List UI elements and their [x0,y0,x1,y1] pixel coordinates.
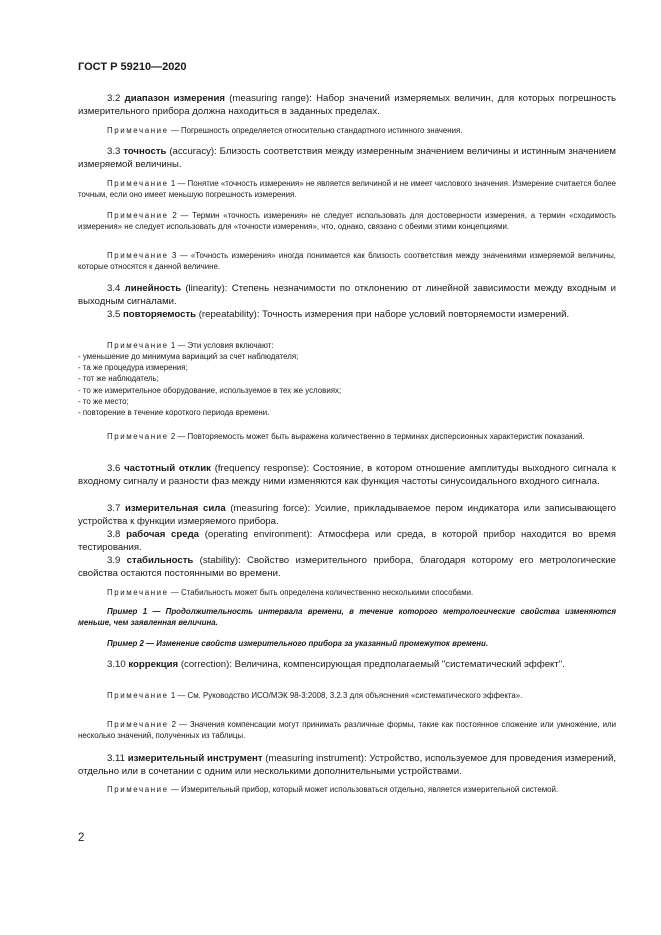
list-item: - тот же наблюдатель; [78,374,159,384]
document-header: ГОСТ Р 59210—2020 [78,61,187,73]
term-entry-correction: 3.10 коррекция (correction): Величина, компенсирующая предполагаемый "систематический эффект". [107,659,565,670]
note-accuracy-1: Примечание 1 — Понятие «точность измерения» не является величиной и не имеет числового значения. Измерение считается более точным, если оно имеет меньшую погрешность измерения. [78,179,616,200]
term-entry-operating-environment: 3.8 рабочая среда (operating environment): Атмосфера или среда, в которой прибор находится во время тестирования. [78,529,617,554]
term-entry-repeatability: 3.5 повторяемость (repeatability): Точность измерения при наборе условий повторяемости измерений. [107,309,570,320]
term-entry-measuring-force: 3.7 измерительная сила (measuring force): Усилие, прикладываемое пером индикатора или записывающего устройства к функции измеряемого прибора. [78,503,616,528]
list-item: - та же процедура измерения; [78,363,188,373]
note-accuracy-3: Примечание 3 — «Точность измерения» иногда понимается как близость соответствия между значениями измеряемой величины, которые относятся к данной величине. [78,251,616,272]
term-entry-frequency-response: 3.6 частотный отклик (frequency response): Состояние, в котором отношение амплитуды выходного сигнала к входному сигналу и разности фаз между ними изменяются как функция частоты синусоидального входного сигнала. [78,463,617,488]
term-entry-measuring-range: 3.2 диапазон измерения (measuring range): Набор значений измеряемых величин, для которых погрешность измерительного прибора должна находиться в заданных пределах. [78,93,616,118]
conditions-list [78,351,616,418]
note-stability: Примечание — Стабильность может быть определена количественно несколькими способами. [107,588,474,597]
term-entry-linearity: 3.4 линейность (linearity): Степень незначимости по отклонению от линейной зависимости между входным и выходным сигналами. [78,283,616,308]
note-repeatability-1: Примечание 1 — Эти условия включают: [107,341,274,350]
list-item: - уменьшение до минимума вариаций за счет наблюдателя; [78,352,299,361]
term-entry-measuring-instrument: 3.11 измерительный инструмент (measuring instrument): Устройство, используемое для проведения измерений, отдельно или в сочетании с одним или несколькими дополнительными устройствами. [78,753,616,778]
note-repeatability-2: Примечание 2 — Повторяемость может быть выражена количественно в терминах дисперсионных характеристик показаний. [107,432,585,441]
list-item: - повторение в течение короткого периода времени. [78,408,270,418]
list-item: - то же измерительное оборудование, используемое в тех же условиях; [78,385,342,395]
page-number: 2 [78,832,85,844]
note-accuracy-2: Примечание 2 — Термин «точность измерения» не следует использовать для достоверности измерения, а термин «сходимость измерения» не следует использовать для «точности измерения», что, однако, связано с обеими этими концепциями. [78,211,616,232]
note-correction-2: Примечание 2 — Значения компенсации могут принимать различные формы, такие как постоянное сложение или умножение, или несколько значений, полученных из таблицы. [78,720,616,741]
example-2: Пример 2 — Изменение свойств измерительного прибора за указанный промежуток времени. [107,639,489,648]
note-measuring-range: Примечание — Погрешность определяется относительно стандартного истинного значения. [107,126,463,135]
example-1: Пример 1 — Продолжительность интервала времени, в течение которого метрологические свойства изменяются меньше, чем заявленная величина. [78,607,616,628]
term-entry-stability: 3.9 стабильность (stability): Свойство измерительного прибора, благодаря которому его метрологические свойства остаются постоянными во времени. [78,555,616,580]
note-correction-1: Примечание 1 — См. Руководство ИСО/МЭК 98-3:2008, 3.2.3 для объяснения «систематического эффекта». [107,691,523,700]
term-entry-accuracy: 3.3 точность (accuracy): Близость соответствия между измеренным значением величины и истинным значением измеряемой величины. [78,146,616,171]
note-measuring-instrument: Примечание — Измерительный прибор, который может использоваться отдельно, является измерительной системой. [107,785,559,794]
list-item: - то же место; [78,396,129,406]
